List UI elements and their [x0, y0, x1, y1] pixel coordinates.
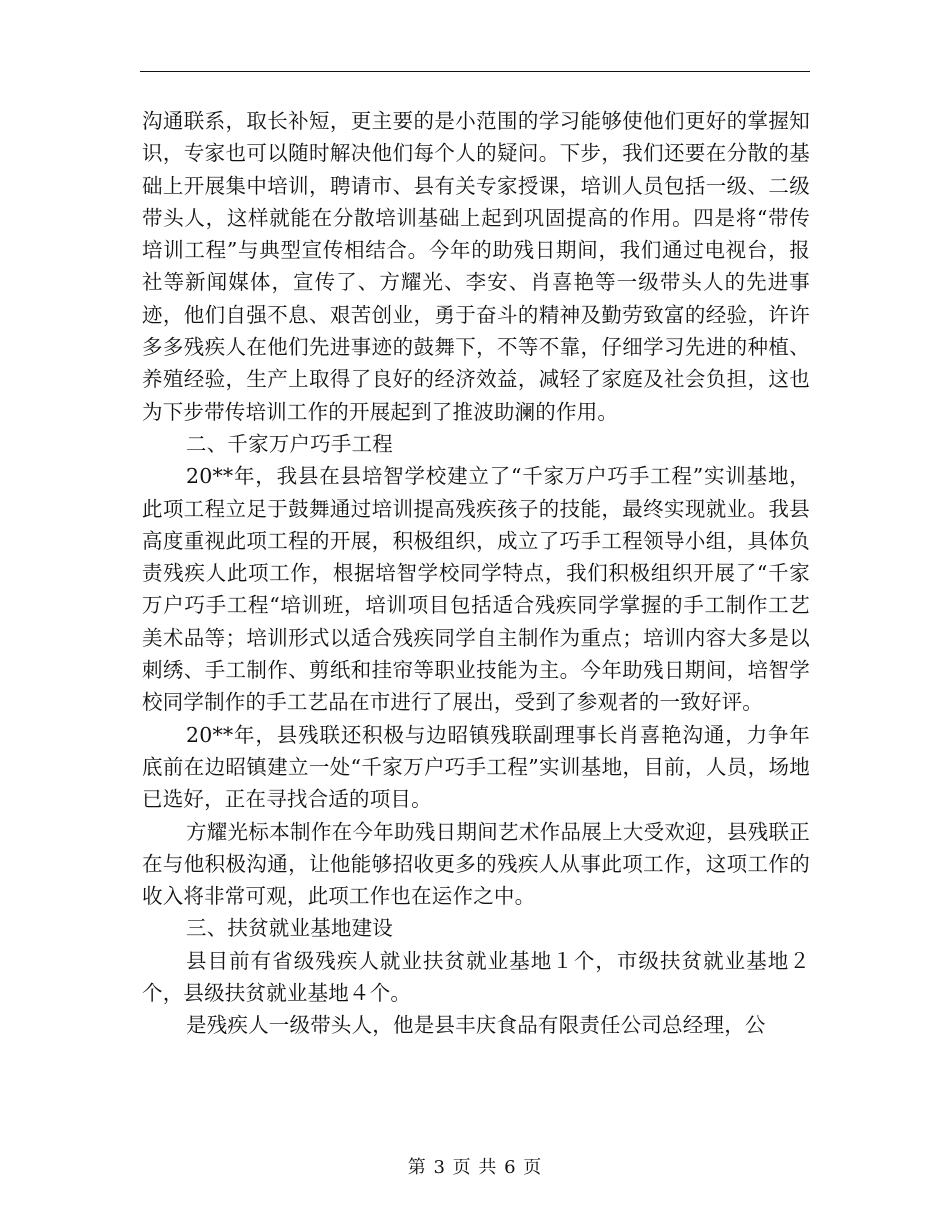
- paragraph: 是残疾人一级带头人，他是县丰庆食品有限责任公司总经理，公: [186, 1013, 766, 1038]
- paragraph: 20**年，县残联还积极与边昭镇残联副理事长肖喜艳沟通，力争年底前在边昭镇建立一处“千家万户巧手工程”实训基地，目前，人员，场地已选好，正在寻找合适的项目。: [142, 722, 810, 812]
- paragraph: 县目前有省级残疾人就业扶贫就业基地１个，市级扶贫就业基地２个，县级扶贫就业基地４个。: [142, 948, 810, 1006]
- paragraph: 沟通联系，取长补短，更主要的是小范围的学习能够使他们更好的掌握知识，专家也可以随时解决他们每个人的疑问。下步，我们还要在分散的基础上开展集中培训，聘请市、县有关专家授课，培训人员包括一级、二级带头人，这样就能在分散培训基础上起到巩固提高的作用。四是将“带传培训工程”与典型宣传相结合。今年的助残日期间，我们通过电视台，报社等新闻媒体，宣传了、方耀光、李安、肖喜艳等一级带头人的先进事迹，他们自强不息、艰苦创业，勇于奋斗的精神及勤劳致富的经验，许许多多残疾人在他们先进事迹的鼓舞下，不等不靠，仔细学习先进的种植、养殖经验，生产上取得了良好的经济效益，减轻了家庭及社会负担，这也为下步带传培训工作的开展起到了推波助澜的作用。: [142, 109, 810, 424]
- document-body: [142, 105, 810, 1042]
- paragraph: 20**年，我县在县培智学校建立了“千家万户巧手工程”实训基地，此项工程立足于鼓舞通过培训提高残疾孩子的技能，最终实现就业。我县高度重视此项工程的开展，积极组织，成立了巧手工程领导小组，具体负责残疾人此项工作，根据培智学校同学特点，我们积极组织开展了“千家万户巧手工程“培训班，培训项目包括适合残疾同学掌握的手工制作工艺美术品等；培训形式以适合残疾同学自主制作为重点；培训内容大多是以刺绣、手工制作、剪纸和挂帘等职业技能为主。今年助残日期间，培智学校同学制作的手工艺品在市进行了展出，受到了参观者的一致好评。: [142, 464, 810, 715]
- page-number: 第 3 页 共 6 页: [407, 1157, 543, 1178]
- section-heading: 二、千家万户巧手工程: [186, 431, 393, 456]
- paragraph: 方耀光标本制作在今年助残日期间艺术作品展上大受欢迎，县残联正在与他积极沟通，让他能够招收更多的残疾人从事此项工作，这项工作的收入将非常可观，此项工作也在运作之中。: [142, 819, 810, 909]
- section-heading: 三、扶贫就业基地建设: [186, 916, 393, 941]
- header-rule: [140, 71, 810, 72]
